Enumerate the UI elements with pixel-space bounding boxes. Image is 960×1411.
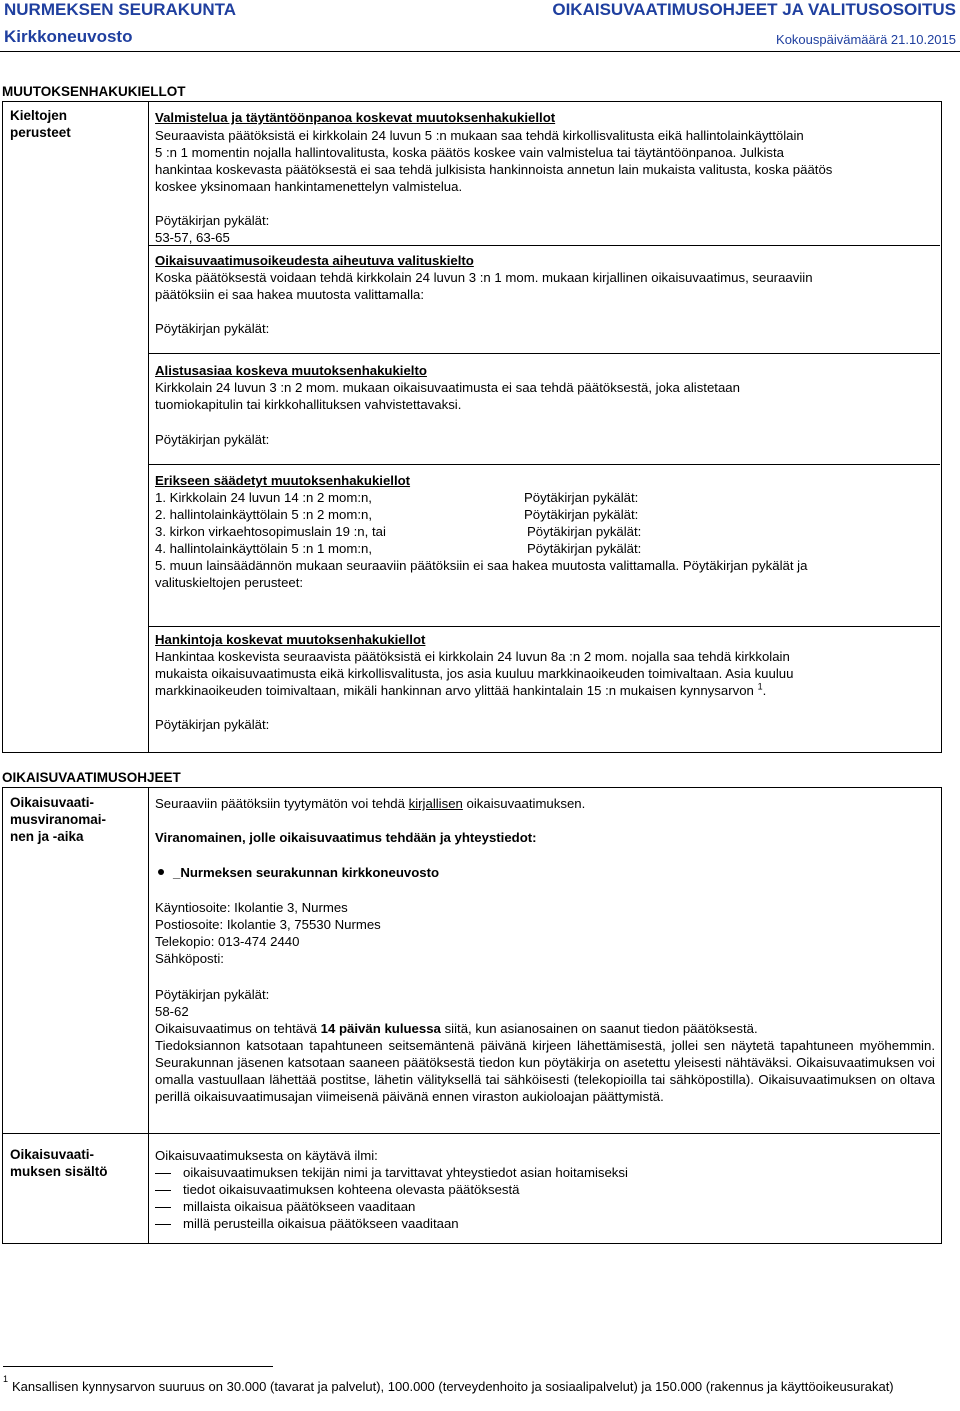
instructions-row-divider (2, 1133, 940, 1134)
block-procurement-title (155, 631, 935, 648)
block-appeal-title (155, 252, 935, 269)
block-title: Valmistelua ja täytäntöönpanoa koskevat muutoksenhakukiellot (155, 110, 556, 125)
label-line: Oikaisuvaati- (10, 795, 95, 810)
line-text: markkinaoikeuden toimivaltaan, mikäli hankinnan arvo ylittää hankintalain 15 :n mukaisen kynnysarvon (155, 683, 754, 698)
block-prep-line: Seuraavista päätöksistä ei kirkkolain 24 luvun 5 :n mukaan saa tehdä kirkollisvalitusta eikä hallintolainkäyttölain (155, 128, 804, 143)
special-item: 1. Kirkkolain 24 luvun 14 :n 2 mom:n, (155, 490, 372, 505)
special-item: 2. hallintolainkäyttölain 5 :n 2 mom:n, (155, 507, 372, 522)
block-appeal-line: Koska päätöksestä voidaan tehdä kirkkolain 24 luvun 3 :n 1 mom. mukaan kirjallinen oikaisuvaatimus, seuraaviin (155, 270, 813, 285)
instructions-column-divider (148, 787, 149, 1243)
minutes-label: Pöytäkirjan pykälät: (155, 213, 270, 228)
visit-address: Käyntiosoite: Ikolantie 3, Nurmes (155, 900, 348, 915)
special-item-5: 5. muun lainsäädännön mukaan seuraaviin päätöksiin ei saa hakea muutosta valittamalla. Pöytäkirjan pykälät ja (155, 558, 808, 573)
special-item-minutes: Pöytäkirjan pykälät: (527, 524, 642, 539)
instructions-section-title: OIKAISUVAATIMUSOHJEET (2, 770, 181, 785)
authority-label (10, 794, 106, 845)
authority-intro (155, 795, 935, 812)
document-title: OIKAISUVAATIMUSOHJEET JA VALITUSOSOITUS (552, 0, 956, 19)
dash-icon (155, 1224, 171, 1225)
text: siitä, kun asianosainen on saanut tiedon päätöksestä. (440, 1021, 758, 1036)
text: oikaisuvaatimuksen. (462, 796, 586, 811)
block-prep-title (155, 109, 935, 126)
minutes-label: Pöytäkirjan pykälät: (155, 717, 270, 732)
label-line: muksen sisältö (10, 1164, 108, 1179)
footnote-marker: 1 (3, 1374, 9, 1384)
minutes-value: 58-62 (155, 1004, 189, 1019)
label-line: nen ja -aika (10, 829, 84, 844)
written-emphasis: kirjallisen (408, 796, 463, 811)
block-special-title (155, 472, 935, 489)
block-subordinate-title (155, 362, 935, 379)
dash-icon (155, 1190, 171, 1191)
block-title: Alistusasiaa koskeva muutoksenhakukielto (155, 363, 427, 378)
block-divider (149, 464, 940, 465)
delivery-paragraph: Tiedoksiannon katsotaan tapahtuneen seitsemäntenä päivänä kirjeen lähettämisestä, jollei sen näytetä tapahtuneen myöhemmin. Seurakunnan jäsenen katsotaan saaneen päätöksestä tiedon kun pöytäkirja on asetettu yleisesti nähtäväksi. Oikaisuvaatimuksen voi omalla vastuullaan lähettää postitse, lähetin välityksellä tai sähköisesti (telekopioilla tai sähköpostilla). Oikaisuvaatimuksen on oltava perillä oikaisuvaatimusajan viimeisenä päivänä ennen viraston aukioloajan päättymistä. (155, 1038, 935, 1104)
minutes-value: 53-57, 63-65 (155, 230, 230, 245)
organ-name: Kirkkoneuvosto (4, 27, 133, 46)
content-item: oikaisuvaatimuksen tekijän nimi ja tarvittavat yhteystiedot asian hoitamiseksi (183, 1165, 628, 1180)
text: Seuraaviin päätöksiin tyytymätön voi tehdä (155, 796, 409, 811)
content-item: millaista oikaisua päätökseen vaaditaan (183, 1199, 416, 1214)
block-procurement-line (155, 682, 935, 699)
contact-heading: Viranomainen, jolle oikaisuvaatimus tehdään ja yhteystiedot: (155, 830, 537, 845)
restrictions-column-divider (148, 101, 149, 752)
label-line: Oikaisuvaati- (10, 1147, 95, 1162)
special-item: 4. hallintolainkäyttölain 5 :n 1 mom:n, (155, 541, 372, 556)
deadline-emphasis: 14 päivän kuluessa (320, 1021, 441, 1036)
dash-icon (155, 1173, 171, 1174)
postal-address: Postiosoite: Ikolantie 3, 75530 Nurmes (155, 917, 381, 932)
label-line: perusteet (10, 125, 71, 140)
block-prep-line: 5 :n 1 momentin nojalla hallintovalitusta, koska päätös koskee vain valmistelua tai täytäntöönpanoa. Julkista (155, 145, 784, 160)
block-prep-line: koskee yksinomaan hankintamenettelyn valmistelua. (155, 179, 463, 194)
label-line: musviranomai- (10, 812, 107, 827)
special-item-minutes: Pöytäkirjan pykälät: (527, 541, 642, 556)
block-title: Oikaisuvaatimusoikeudesta aiheutuva valituskielto (155, 253, 474, 268)
block-title: Hankintoja koskevat muutoksenhakukiellot (155, 632, 426, 647)
content-intro: Oikaisuvaatimuksesta on käytävä ilmi: (155, 1148, 378, 1163)
meeting-date: Kokouspäivämäärä 21.10.2015 (776, 32, 956, 47)
email-address: Sähköposti: (155, 951, 224, 966)
minutes-label: Pöytäkirjan pykälät: (155, 432, 270, 447)
block-divider (149, 626, 940, 627)
label-line: Kieltojen (10, 108, 68, 123)
footnote-separator (3, 1366, 273, 1367)
special-item-minutes: Pöytäkirjan pykälät: (524, 490, 639, 505)
text: Oikaisuvaatimus on tehtävä (155, 1021, 321, 1036)
authority-name: _Nurmeksen seurakunnan kirkkoneuvosto (173, 865, 440, 880)
line-end: . (762, 683, 767, 698)
special-item-minutes: Pöytäkirjan pykälät: (524, 507, 639, 522)
block-appeal-line: päätöksiin ei saa hakea muutosta valittamalla: (155, 287, 425, 302)
restrictions-label (10, 107, 71, 141)
block-prep-line: hankintaa koskevasta päätöksestä ei saa tehdä julkisista hankinnoista annetun lain mukaista valitusta, koska päätös (155, 162, 833, 177)
deadline-text (155, 1020, 935, 1037)
block-procurement-line: Hankintaa koskevista seuraavista päätöksistä ei kirkkolain 24 luvun 8a :n 2 mom. nojalla saa tehdä kirkkolain (155, 649, 790, 664)
block-title: Erikseen säädetyt muutoksenhakukiellot (155, 473, 411, 488)
dash-icon (155, 1207, 171, 1208)
bullet-icon (158, 869, 164, 875)
special-item: 3. kirkon virkaehtosopimuslain 19 :n, tai (155, 524, 386, 539)
fax-number: Telekopio: 013-474 2440 (155, 934, 300, 949)
block-procurement-line: mukaista oikaisuvaatimusta eikä kirkollisvalitusta, jos asia kuuluu markkinaoikeuden toimivaltaan. Asia kuuluu (155, 666, 794, 681)
minutes-label: Pöytäkirjan pykälät: (155, 321, 270, 336)
minutes-label: Pöytäkirjan pykälät: (155, 987, 270, 1002)
content-item: millä perusteilla oikaisua päätökseen vaaditaan (183, 1216, 459, 1231)
footnote-ref: 1 (757, 681, 763, 692)
header-divider (0, 51, 960, 52)
content-item: tiedot oikaisuvaatimuksen kohteena olevasta päätöksestä (183, 1182, 520, 1197)
block-divider (149, 353, 940, 354)
special-item-5-cont: valituskieltojen perusteet: (155, 575, 304, 590)
block-divider (149, 245, 940, 246)
block-subordinate-line: Kirkkolain 24 luvun 3 :n 2 mom. mukaan oikaisuvaatimusta ei saa tehdä päätöksestä, joka alistetaan (155, 380, 740, 395)
block-subordinate-line: tuomiokapitulin tai kirkkohallituksen vahvistettavaksi. (155, 397, 462, 412)
footnote-text: Kansallisen kynnysarvon suuruus on 30.000 (tavarat ja palvelut), 100.000 (terveydenhoito ja sosiaalipalvelut) ja 150.000 (rakennus ja käyttöoikeusurakat) (12, 1379, 894, 1394)
restrictions-section-title: MUUTOKSENHAKUKIELLOT (2, 84, 186, 99)
parish-name: NURMEKSEN SEURAKUNTA (4, 0, 237, 19)
content-label (10, 1146, 108, 1180)
